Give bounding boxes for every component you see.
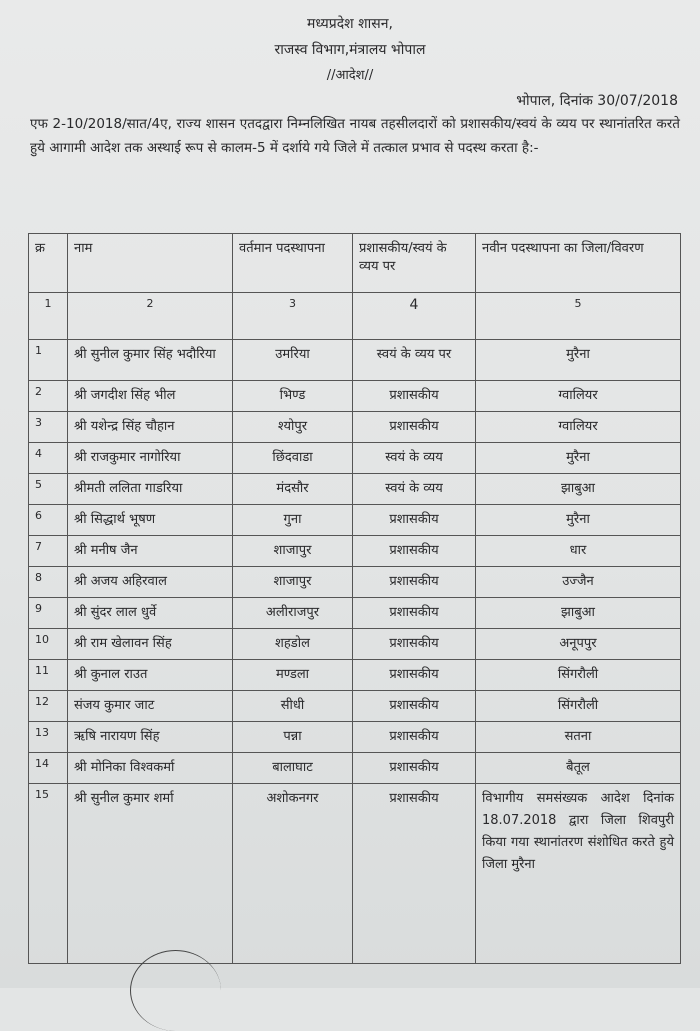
- header-serial: क्र: [29, 234, 68, 293]
- name-cell: श्री मोनिका विश्वकर्मा: [68, 753, 233, 784]
- name-cell: श्री राम खेलावन सिंह: [68, 629, 233, 660]
- expense-type-cell: प्रशासकीय: [353, 753, 476, 784]
- table-row: [29, 536, 681, 567]
- header-expense-type: प्रशासकीय/स्वयं के व्यय पर: [353, 234, 476, 293]
- table-row: [29, 412, 681, 443]
- serial-cell: 12: [29, 691, 68, 722]
- new-posting-cell: मुरैना: [476, 505, 681, 536]
- new-posting-cell: ग्वालियर: [476, 412, 681, 443]
- new-posting-cell: झाबुआ: [476, 598, 681, 629]
- current-posting-cell: भिण्ड: [233, 381, 353, 412]
- new-posting-cell: बैतूल: [476, 753, 681, 784]
- serial-cell: 1: [29, 340, 68, 381]
- new-posting-cell: धार: [476, 536, 681, 567]
- expense-type-cell: प्रशासकीय: [353, 660, 476, 691]
- current-posting-cell: सीधी: [233, 691, 353, 722]
- name-cell: श्री मनीष जैन: [68, 536, 233, 567]
- serial-cell: 3: [29, 412, 68, 443]
- name-cell: श्री सुनील कुमार सिंह भदौरिया: [68, 340, 233, 381]
- serial-cell: 15: [29, 784, 68, 964]
- current-posting-cell: छिंदवाडा: [233, 443, 353, 474]
- new-posting-cell: सतना: [476, 722, 681, 753]
- serial-cell: 13: [29, 722, 68, 753]
- serial-cell: 5: [29, 474, 68, 505]
- name-cell: ऋषि नारायण सिंह: [68, 722, 233, 753]
- current-posting-cell: पन्ना: [233, 722, 353, 753]
- expense-type-cell: स्वयं के व्यय पर: [353, 340, 476, 381]
- current-posting-cell: अशोकनगर: [233, 784, 353, 964]
- table-row: [29, 598, 681, 629]
- serial-cell: 9: [29, 598, 68, 629]
- new-posting-cell: अनूपपुर: [476, 629, 681, 660]
- table-row: [29, 381, 681, 412]
- serial-cell: 2: [29, 381, 68, 412]
- expense-type-cell: प्रशासकीय: [353, 629, 476, 660]
- current-posting-cell: शाजापुर: [233, 536, 353, 567]
- current-posting-cell: श्योपुर: [233, 412, 353, 443]
- header-current-posting: वर्तमान पदस्थापना: [233, 234, 353, 293]
- name-cell: संजय कुमार जाट: [68, 691, 233, 722]
- serial-cell: 7: [29, 536, 68, 567]
- header-name: नाम: [68, 234, 233, 293]
- new-posting-cell: सिंगरौली: [476, 691, 681, 722]
- department-heading: राजस्व विभाग,मंत्रालय भोपाल: [274, 42, 426, 58]
- serial-cell: 4: [29, 443, 68, 474]
- name-cell: श्रीमती ललिता गाडरिया: [68, 474, 233, 505]
- serial-cell: 10: [29, 629, 68, 660]
- name-cell: श्री अजय अहिरवाल: [68, 567, 233, 598]
- current-posting-cell: अलीराजपुर: [233, 598, 353, 629]
- table-row: [29, 340, 681, 381]
- column-number: 4: [353, 293, 476, 340]
- govt-heading: मध्यप्रदेश शासन,: [307, 16, 393, 32]
- name-cell: श्री यशेन्द्र सिंह चौहान: [68, 412, 233, 443]
- order-title: //आदेश//: [326, 68, 374, 83]
- expense-type-cell: स्वयं के व्यय: [353, 443, 476, 474]
- serial-cell: 11: [29, 660, 68, 691]
- table-row: [29, 691, 681, 722]
- current-posting-cell: बालाघाट: [233, 753, 353, 784]
- new-posting-cell: विभागीय समसंख्यक आदेश दिनांक 18.07.2018 द्वारा जिला शिवपुरी किया गया स्थानांतरण संशोधित करते हुये जिला मुरैना: [476, 784, 681, 964]
- order-date: भोपाल, दिनांक 30/07/2018: [516, 93, 678, 109]
- name-cell: श्री सिद्धार्थ भूषण: [68, 505, 233, 536]
- table-row: [29, 722, 681, 753]
- name-cell: श्री जगदीश सिंह भील: [68, 381, 233, 412]
- expense-type-cell: प्रशासकीय: [353, 536, 476, 567]
- new-posting-cell: सिंगरौली: [476, 660, 681, 691]
- serial-cell: 6: [29, 505, 68, 536]
- new-posting-cell: मुरैना: [476, 340, 681, 381]
- expense-type-cell: प्रशासकीय: [353, 412, 476, 443]
- table-header-row: [29, 234, 681, 293]
- current-posting-cell: शहडोल: [233, 629, 353, 660]
- table-row: [29, 505, 681, 536]
- expense-type-cell: प्रशासकीय: [353, 722, 476, 753]
- name-cell: श्री राजकुमार नागोरिया: [68, 443, 233, 474]
- expense-type-cell: प्रशासकीय: [353, 691, 476, 722]
- new-posting-cell: उज्जैन: [476, 567, 681, 598]
- expense-type-cell: प्रशासकीय: [353, 505, 476, 536]
- name-cell: श्री कुनाल राउत: [68, 660, 233, 691]
- current-posting-cell: शाजापुर: [233, 567, 353, 598]
- expense-type-cell: प्रशासकीय: [353, 381, 476, 412]
- table-row: [29, 567, 681, 598]
- column-number: 5: [476, 293, 681, 340]
- current-posting-cell: मंदसौर: [233, 474, 353, 505]
- new-posting-cell: झाबुआ: [476, 474, 681, 505]
- current-posting-cell: मण्डला: [233, 660, 353, 691]
- name-cell: श्री सुंदर लाल धुर्वे: [68, 598, 233, 629]
- expense-type-cell: प्रशासकीय: [353, 784, 476, 964]
- signature-mark: [130, 950, 221, 1031]
- expense-type-cell: स्वयं के व्यय: [353, 474, 476, 505]
- header-new-posting: नवीन पदस्थापना का जिला/विवरण: [476, 234, 681, 293]
- serial-cell: 14: [29, 753, 68, 784]
- order-intro: एफ 2-10/2018/सात/4ए, राज्य शासन एतदद्वारा निम्नलिखित नायब तहसीलदारों को प्रशासकीय/स्वयं के व्यय पर स्थानांतरित करते हुये आगामी आदेश तक अस्थाई रूप से कालम-5 में दर्शाये गये जिले में तत्काल प्रभाव से पदस्थ करता है:-: [30, 116, 680, 156]
- column-number: 3: [233, 293, 353, 340]
- table-row: [29, 660, 681, 691]
- transfer-table: [28, 233, 681, 964]
- table-row: [29, 784, 681, 964]
- new-posting-cell: ग्वालियर: [476, 381, 681, 412]
- column-number: 1: [29, 293, 68, 340]
- table-row: [29, 629, 681, 660]
- expense-type-cell: प्रशासकीय: [353, 598, 476, 629]
- column-number: 2: [68, 293, 233, 340]
- current-posting-cell: गुना: [233, 505, 353, 536]
- current-posting-cell: उमरिया: [233, 340, 353, 381]
- column-number-row: [29, 293, 681, 340]
- table-row: [29, 753, 681, 784]
- serial-cell: 8: [29, 567, 68, 598]
- new-posting-cell: मुरैना: [476, 443, 681, 474]
- table-row: [29, 443, 681, 474]
- expense-type-cell: प्रशासकीय: [353, 567, 476, 598]
- table-row: [29, 474, 681, 505]
- name-cell: श्री सुनील कुमार शर्मा: [68, 784, 233, 964]
